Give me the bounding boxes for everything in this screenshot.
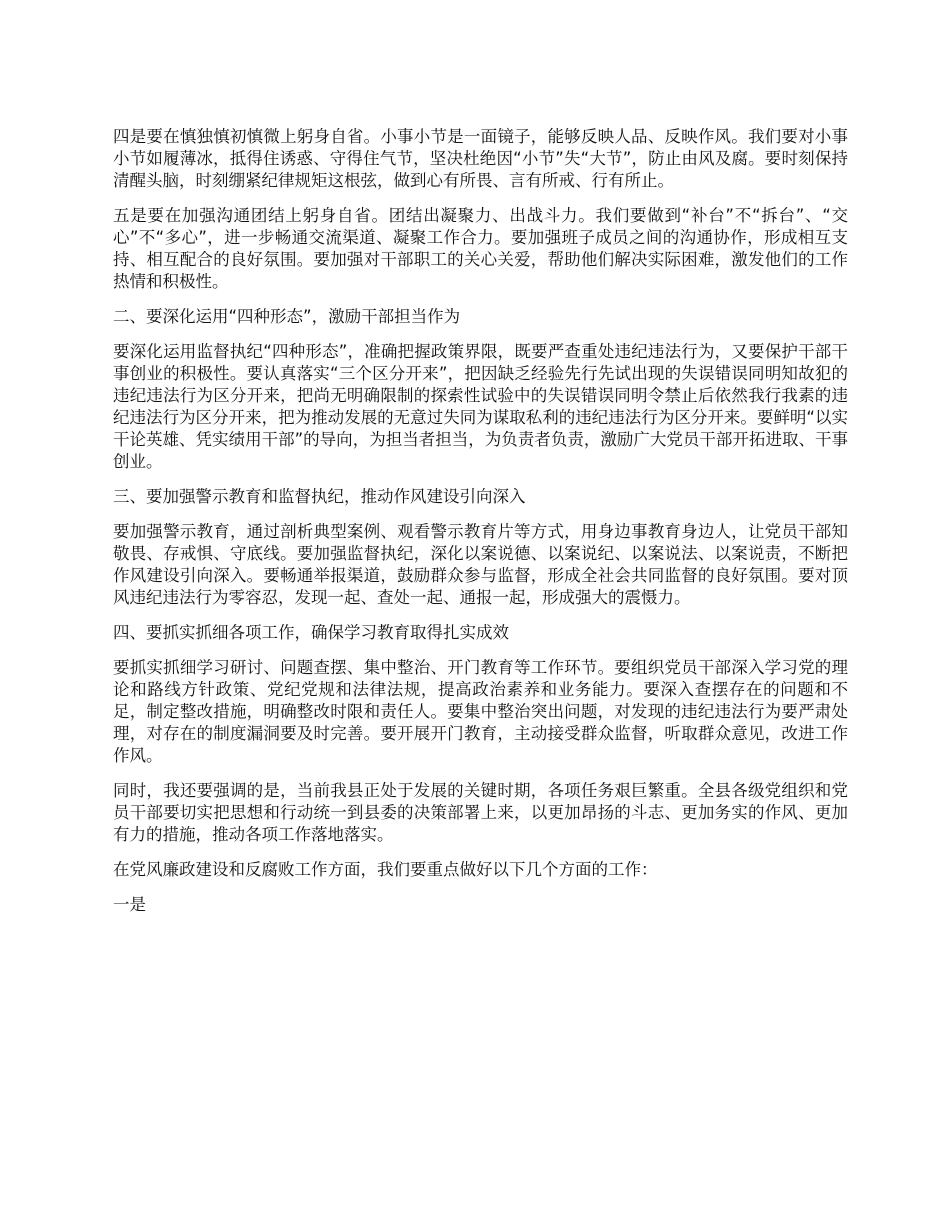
section-heading-two: 二、要深化运用“四种形态”，激励干部担当作为 — [113, 307, 461, 326]
section-heading-three: 三、要加强警示教育和监督执纪，推动作风建设引向深入 — [113, 487, 526, 506]
paragraph-self-reflection-five: 五是要在加强沟通团结上躬身自省。团结出凝聚力、出战斗力。我们要做到“补台”不“拆台”、“交心”不“多心”，进一步畅通交流渠道、凝聚工作合力。要加强班子成员之间的沟通协作，形成相互支持、相互配合的良好氛围。要加强对干部职工的关心关爱，帮助他们解决实际困难，激发他们的工作热情和积极性。 — [113, 206, 848, 291]
paragraph-item-one: 一是 — [113, 895, 146, 914]
paragraph-anti-corruption-intro: 在党风廉政建设和反腐败工作方面，我们要重点做好以下几个方面的工作： — [113, 860, 658, 879]
paragraph-emphasis: 同时，我还要强调的是，当前我县正处于发展的关键时期，各项任务艰巨繁重。全县各级党组织和党员干部要切实把思想和行动统一到县委的决策部署上来，以更加昂扬的斗志、更加务实的作风、更加有力的措施，推动各项工作落地落实。 — [113, 781, 848, 844]
section-heading-four: 四、要抓实抓细各项工作，确保学习教育取得扎实成效 — [113, 623, 509, 642]
paragraph-self-reflection-four: 四是要在慎独慎初慎微上躬身自省。小事小节是一面镜子，能够反映人品、反映作风。我们要对小事小节如履薄冰，抵得住诱惑、守得住气节，坚决杜绝因“小节”失“大节”，防止由风及腐。要时刻保持清醒头脑，时刻绷紧纪律规矩这根弦，做到心有所畏、言有所戒、行有所止。 — [113, 127, 848, 190]
document-body — [113, 126, 848, 929]
paragraph-four-forms: 要深化运用监督执纪“四种形态”，准确把握政策界限，既要严查重处违纪违法行为，又要保护干部干事创业的积极性。要认真落实“三个区分开来”，把因缺乏经验先行先试出现的失误错误同明知故犯的违纪违法行为区分开来，把尚无明确限制的探索性试验中的失误错误同明令禁止后依然我行我素的违纪违法行为区分开来，把为推动发展的无意过失同为谋取私利的违纪违法行为区分开来。要鲜明“以实干论英雄、凭实绩用干部”的导向，为担当者担当，为负责者负责，激励广大党员干部开拓进取、干事创业。 — [113, 342, 848, 471]
paragraph-work-details: 要抓实抓细学习研讨、问题查摆、集中整治、开门教育等工作环节。要组织党员干部深入学习党的理论和路线方针政策、党纪党规和法律法规，提高政治素养和业务能力。要深入查摆存在的问题和不足，制定整改措施，明确整改时限和责任人。要集中整治突出问题，对发现的违纪违法行为要严肃处理，对存在的制度漏洞要及时完善。要开展开门教育，主动接受群众监督，听取群众意见，改进工作作风。 — [113, 658, 848, 765]
paragraph-warning-education: 要加强警示教育，通过剖析典型案例、观看警示教育片等方式，用身边事教育身边人，让党员干部知敬畏、存戒惧、守底线。要加强监督执纪，深化以案说德、以案说纪、以案说法、以案说责，不断把作风建设引向深入。要畅通举报渠道，鼓励群众参与监督，形成全社会共同监督的良好氛围。要对顶风违纪违法行为零容忍，发现一起、查处一起、通报一起，形成强大的震慑力。 — [113, 522, 848, 607]
